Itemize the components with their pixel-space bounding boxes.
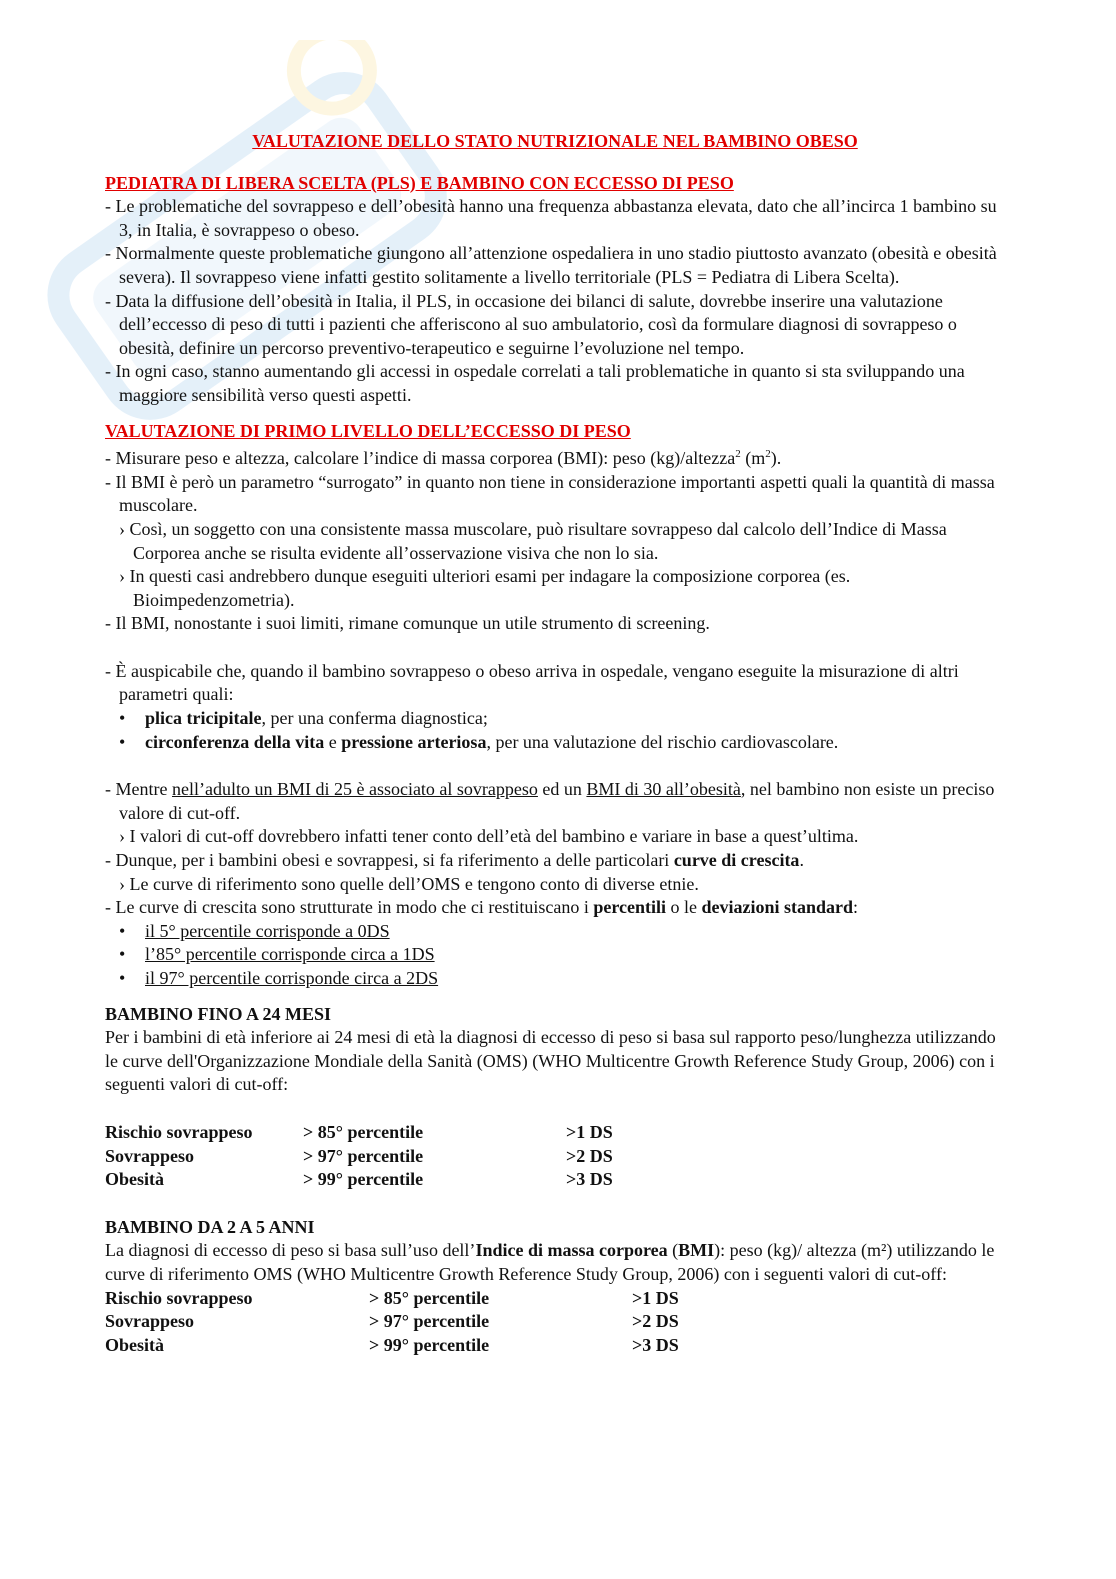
- table-cell: >3 DS: [566, 1169, 613, 1190]
- paragraph: - Le curve di crescita sono strutturate in modo che ci restituiscano i percentili o le deviazioni standard:: [105, 897, 859, 918]
- bullet-item: • circonferenza della vita e pressione arteriosa, per una valutazione del rischio cardiovascolare.: [105, 731, 1005, 755]
- paragraph: La diagnosi di eccesso di peso si basa sull’uso dell’Indice di massa corporea (BMI): peso (kg)/ altezza (m²) utilizzando le curve di riferimento OMS (WHO Multicentre Growth Reference Study Group, 2006) con i seguenti valori di cut-off:: [105, 1240, 995, 1284]
- sub-item: › I valori di cut-off dovrebbero infatti tener conto dell’età del bambino e variare in base a quest’ultima.: [119, 826, 859, 847]
- paragraph: - Mentre nell’adulto un BMI di 25 è associato al sovrappeso ed un BMI di 30 all’obesità, nel bambino non esiste un preciso valore di cut-off.: [105, 779, 995, 823]
- table-cell: Sovrappeso: [105, 1145, 195, 1166]
- section-heading-2-5-anni: BAMBINO DA 2 A 5 ANNI: [105, 1216, 315, 1237]
- table-row: [105, 1287, 679, 1311]
- paragraph: - Il BMI, nonostante i suoi limiti, rimane comunque un utile strumento di screening.: [105, 613, 710, 634]
- table-cell: >1 DS: [566, 1121, 613, 1142]
- sub-item: › Così, un soggetto con una consistente massa muscolare, può risultare sovrappeso dal calcolo dell’Indice di Massa Corporea anche se risulta evidente all’osservazione visiva che non lo sia.: [119, 518, 947, 563]
- table-cell: Sovrappeso: [105, 1311, 195, 1332]
- table-row: [105, 1310, 679, 1334]
- table-row: [105, 1145, 613, 1169]
- paragraph: - Normalmente queste problematiche giungono all’attenzione ospedaliera in uno stadio piuttosto avanzato (obesità e obesità severa). Il sovrappeso viene infatti gestito solitamente a livello territoriale (PLS = Pediatra di Libera Scelta).: [105, 243, 997, 287]
- table-cell: > 97° percentile: [303, 1145, 424, 1166]
- table-row: [105, 1121, 613, 1145]
- bullet-item: • plica tricipitale, per una conferma diagnostica;: [105, 707, 1005, 731]
- bullet-item: • il 5° percentile corrisponde a 0DS: [105, 920, 1005, 944]
- table-cell: Rischio sovrappeso: [105, 1287, 253, 1308]
- table-cell: Obesità: [105, 1169, 165, 1190]
- bullet-item: • l’85° percentile corrisponde circa a 1DS: [105, 943, 1005, 967]
- paragraph: - Dunque, per i bambini obesi e sovrappesi, si fa riferimento a delle particolari curve di crescita.: [105, 850, 804, 871]
- section-heading-24-mesi: BAMBINO FINO A 24 MESI: [105, 1003, 332, 1024]
- document-title: VALUTAZIONE DELLO STATO NUTRIZIONALE NEL BAMBINO OBESO: [252, 131, 858, 151]
- table-cell: Rischio sovrappeso: [105, 1121, 253, 1142]
- table-cell: >2 DS: [632, 1311, 679, 1332]
- table-cell: Obesità: [105, 1334, 165, 1355]
- sub-item: › Le curve di riferimento sono quelle dell’OMS e tengono conto di diverse etnie.: [119, 873, 699, 894]
- paragraph: - Data la diffusione dell’obesità in Italia, il PLS, in occasione dei bilanci di salute, dovrebbe inserire una valutazione dell’eccesso di peso di tutti i pazienti che afferiscono al suo ambulatorio, così da formulare diagnosi di sovrappeso o obesità, definire un percorso preventivo-terapeutico e seguirne l’evoluzione nel tempo.: [105, 290, 957, 358]
- table-row: [105, 1168, 613, 1192]
- table-cell: > 97° percentile: [369, 1311, 490, 1332]
- paragraph: - Le problematiche del sovrappeso e dell’obesità hanno una frequenza abbastanza elevata, dato che all’incirca 1 bambino su 3, in Italia, è sovrappeso o obeso.: [105, 196, 997, 240]
- paragraph: - In ogni caso, stanno aumentando gli accessi in ospedale correlati a tali problematiche in quanto si sta sviluppando una maggiore sensibilità verso questi aspetti.: [105, 361, 965, 405]
- bullet-item: • il 97° percentile corrisponde circa a 2DS: [105, 967, 1005, 991]
- paragraph: - È auspicabile che, quando il bambino sovrappeso o obeso arriva in ospedale, vengano eseguite la misurazione di altri parametri quali:: [105, 660, 959, 705]
- table-cell: > 85° percentile: [303, 1121, 424, 1142]
- table-cell: >3 DS: [632, 1334, 679, 1355]
- paragraph-bmi-formula: - Misurare peso e altezza, calcolare l’indice di massa corporea (BMI): peso (kg)/altezza$^2$ $(m^2)$.: [105, 448, 782, 469]
- section-heading-primo-livello: VALUTAZIONE DI PRIMO LIVELLO DELL’ECCESSO DI PESO: [105, 420, 631, 441]
- paragraph: Per i bambini di età inferiore ai 24 mesi di età la diagnosi di eccesso di peso si basa sul rapporto peso/lunghezza utilizzando le curve dell'Organizzazione Mondiale della Sanità (OMS) (WHO Multicentre Growth Reference Study Group, 2006) con i seguenti valori di cut-off:: [105, 1027, 996, 1095]
- sub-item: › In questi casi andrebbero dunque eseguiti ulteriori esami per indagare la composizione corporea (es. Bioimpedenzometria).: [119, 566, 851, 610]
- document-body: [105, 130, 1005, 1357]
- table-cell: > 85° percentile: [369, 1287, 490, 1308]
- table-cell: > 99° percentile: [369, 1334, 490, 1355]
- cutoff-table-24-mesi: [105, 1121, 613, 1192]
- table-cell: >1 DS: [632, 1287, 679, 1308]
- section-heading-pls: PEDIATRA DI LIBERA SCELTA (PLS) E BAMBINO CON ECCESSO DI PESO: [105, 172, 734, 193]
- cutoff-table-2-5-anni: [105, 1287, 679, 1358]
- table-cell: > 99° percentile: [303, 1169, 424, 1190]
- paragraph: - Il BMI è però un parametro “surrogato” in quanto non tiene in considerazione importanti aspetti quali la quantità di massa muscolare.: [105, 471, 995, 516]
- table-cell: >2 DS: [566, 1145, 613, 1166]
- table-row: [105, 1334, 679, 1358]
